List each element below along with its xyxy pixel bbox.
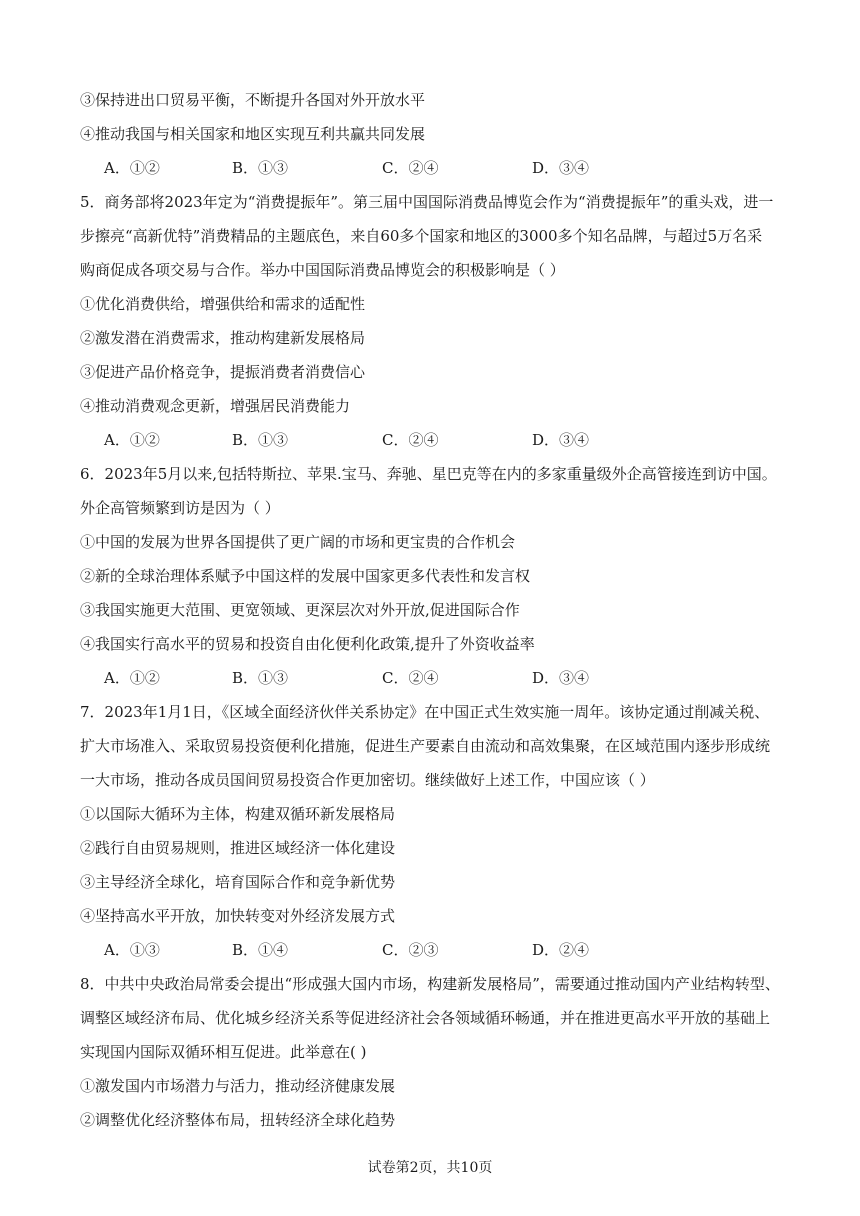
question-7-stem: 扩大市场准入、采取贸易投资便利化措施，促进生产要素自由流动和高效集聚，在区域范围内逐步形成统 xyxy=(80,737,771,755)
statement-line: ③主导经济全球化，培育国际合作和竞争新优势 xyxy=(80,873,396,891)
options-row-6 xyxy=(104,668,744,688)
question-7-stem: 7．2023年1月1日，《区域全面经济伙伴关系协定》在中国正式生效实施一周年。该协定通过削减关税、 xyxy=(80,703,770,721)
statement-line: ③促进产品价格竞争，提振消费者消费信心 xyxy=(80,363,366,381)
option-a: A．①② xyxy=(104,669,160,687)
statement-line: ②调整优化经济整体布局，扭转经济全球化趋势 xyxy=(80,1111,396,1129)
options-row-5 xyxy=(104,430,744,450)
statement-line: ④推动我国与相关国家和地区实现互利共赢共同发展 xyxy=(80,125,426,143)
question-8-stem: 8．中共中央政治局常委会提出“形成强大国内市场，构建新发展格局”，需要通过推动国内产业结构转型、 xyxy=(80,975,780,993)
option-c: C．②④ xyxy=(382,669,439,687)
question-5-stem: 5．商务部将2023年定为“消费提振年”。第三届中国国际消费品博览会作为“消费提振年”的重头戏，进一 xyxy=(80,193,774,211)
options-row-4 xyxy=(104,158,744,178)
option-b: B．①③ xyxy=(232,159,289,177)
option-b: B．①④ xyxy=(232,941,289,959)
option-d: D．③④ xyxy=(532,669,590,687)
question-5-stem: 步擦亮“高新优特”消费精品的主题底色，来自60多个国家和地区的3000多个知名品牌，与超过5万名采 xyxy=(80,227,763,245)
option-b: B．①③ xyxy=(232,431,289,449)
question-5-stem: 购商促成各项交易与合作。举办中国国际消费品博览会的积极影响是（ ） xyxy=(80,261,565,279)
statement-line: ③保持进出口贸易平衡，不断提升各国对外开放水平 xyxy=(80,91,426,109)
statement-line: ②践行自由贸易规则，推进区域经济一体化建设 xyxy=(80,839,396,857)
option-d: D．③④ xyxy=(532,431,590,449)
question-7-stem: 一大市场，推动各成员国间贸易投资合作更加密切。继续做好上述工作，中国应该（ ） xyxy=(80,771,655,789)
option-d: D．③④ xyxy=(532,159,590,177)
option-a: A．①③ xyxy=(104,941,160,959)
option-a: A．①② xyxy=(104,159,160,177)
option-b: B．①③ xyxy=(232,669,289,687)
statement-line: ④推动消费观念更新，增强居民消费能力 xyxy=(80,397,351,415)
statement-line: ③我国实施更大范围、更宽领域、更深层次对外开放,促进国际合作 xyxy=(80,601,520,619)
statement-line: ②激发潜在消费需求，推动构建新发展格局 xyxy=(80,329,366,347)
option-c: C．②④ xyxy=(382,431,439,449)
statement-line: ①激发国内市场潜力与活力，推动经济健康发展 xyxy=(80,1077,396,1095)
option-d: D．②④ xyxy=(532,941,590,959)
question-6-stem: 外企高管频繁到访是因为（ ） xyxy=(80,499,280,517)
option-a: A．①② xyxy=(104,431,160,449)
statement-line: ④我国实行高水平的贸易和投资自由化便利化政策,提升了外资收益率 xyxy=(80,635,535,653)
statement-line: ②新的全球治理体系赋予中国这样的发展中国家更多代表性和发言权 xyxy=(80,567,531,585)
question-8-stem: 调整区域经济布局、优化城乡经济关系等促进经济社会各领域循环畅通，并在推进更高水平开放的基础上 xyxy=(80,1009,771,1027)
question-8-stem: 实现国内国际双循环相互促进。此举意在( ) xyxy=(80,1043,367,1061)
statement-line: ④坚持高水平开放，加快转变对外经济发展方式 xyxy=(80,907,396,925)
options-row-7 xyxy=(104,940,744,960)
page-footer: 试卷第2页，共10页 xyxy=(367,1160,493,1176)
option-c: C．②③ xyxy=(382,941,439,959)
question-6-stem: 6．2023年5月以来,包括特斯拉、苹果.宝马、奔驰、星巴克等在内的多家重量级外企高管接连到访中国。 xyxy=(80,465,777,483)
option-c: C．②④ xyxy=(382,159,439,177)
statement-line: ①中国的发展为世界各国提供了更广阔的市场和更宝贵的合作机会 xyxy=(80,533,516,551)
statement-line: ①优化消费供给，增强供给和需求的适配性 xyxy=(80,295,366,313)
statement-line: ①以国际大循环为主体，构建双循环新发展格局 xyxy=(80,805,396,823)
